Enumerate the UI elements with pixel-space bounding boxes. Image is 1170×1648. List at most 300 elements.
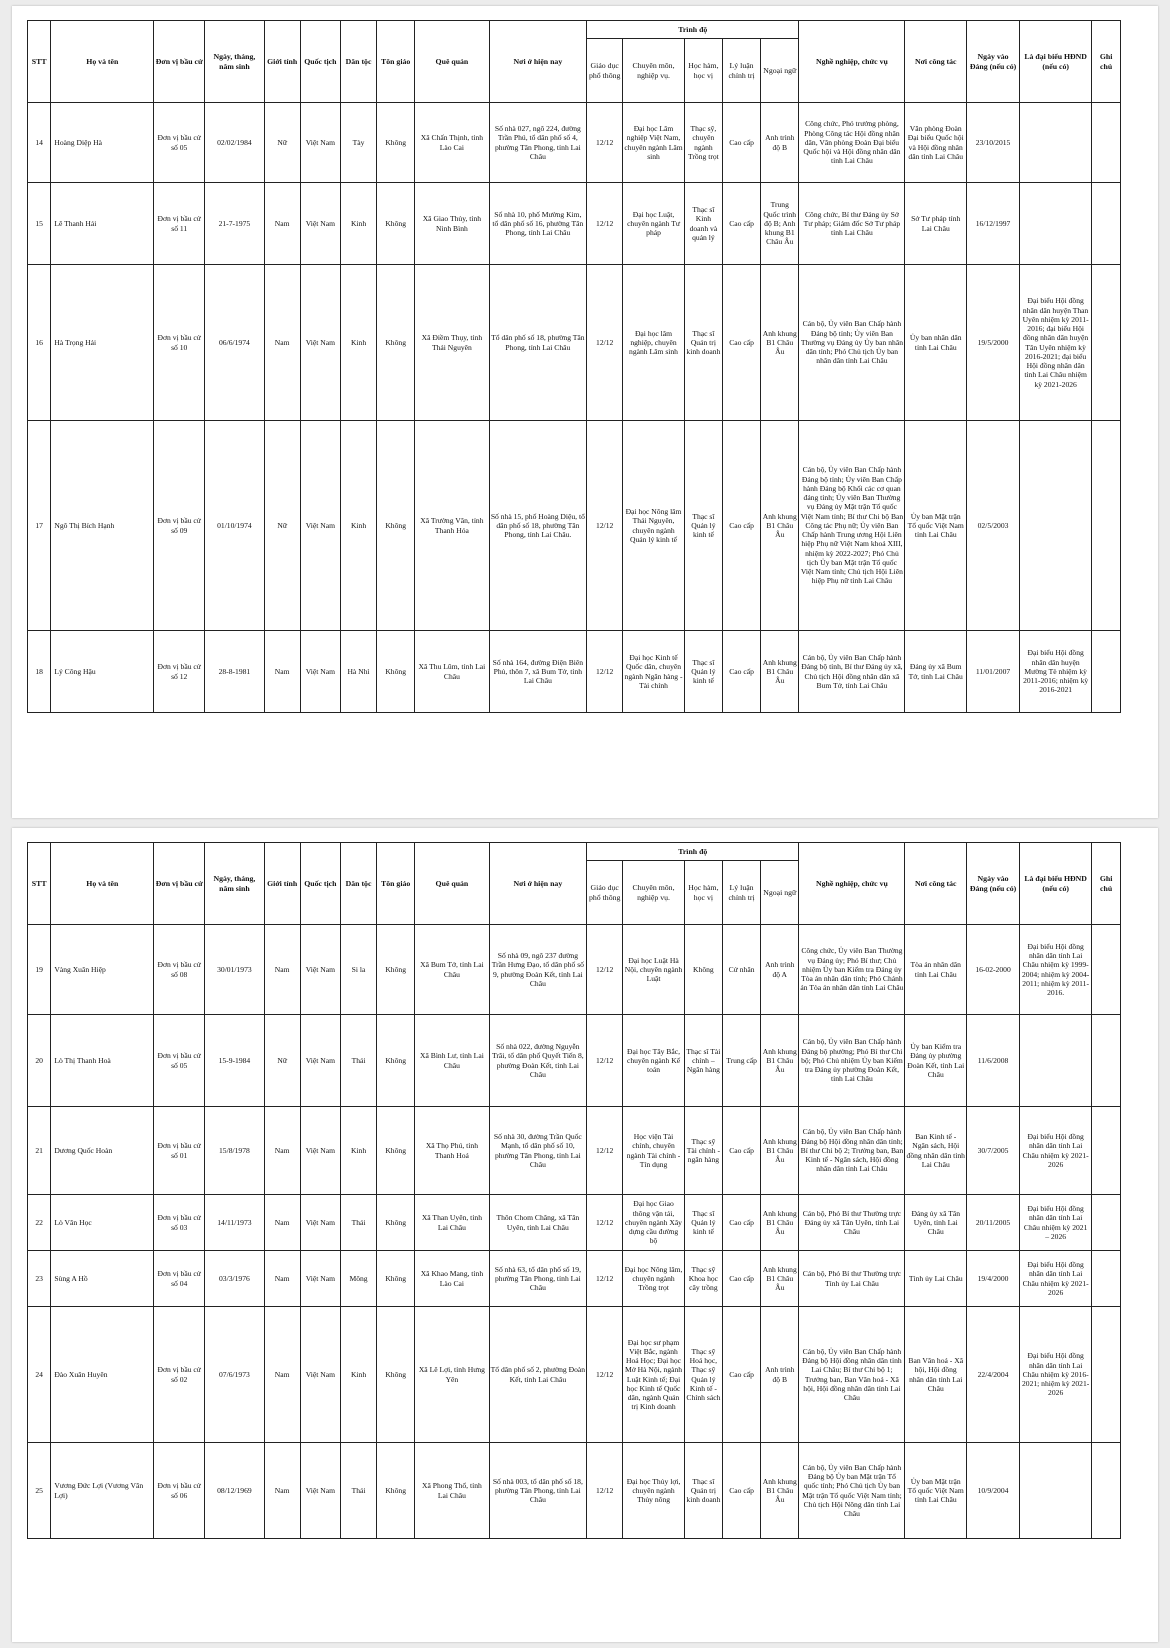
cell-note <box>1092 925 1121 1015</box>
cell-gender: Nam <box>264 1251 300 1307</box>
cell-unit: Đơn vị bầu cử số 05 <box>154 103 205 183</box>
cell-residence: Tổ dân phố số 2, phường Đoàn Kết, tỉnh Lai Châu <box>489 1307 587 1443</box>
cell-note <box>1092 103 1121 183</box>
column-header-unit: Đơn vị bầu cử <box>154 843 205 925</box>
cell-party-date: 22/4/2004 <box>967 1307 1020 1443</box>
cell-name: Sùng A Hồ <box>51 1251 154 1307</box>
cell-specialty: Đại học Nông lâm, chuyên ngành Trồng trọt <box>623 1251 685 1307</box>
cell-unit: Đơn vị bầu cử số 02 <box>154 1307 205 1443</box>
cell-ethnicity: Kinh <box>341 421 377 631</box>
cell-workplace: Ủy ban nhân dân tỉnh Lai Châu <box>905 265 967 421</box>
cell-degree: Không <box>684 925 722 1015</box>
cell-unit: Đơn vị bầu cử số 01 <box>154 1107 205 1195</box>
column-header-residence: Nơi ở hiện nay <box>489 843 587 925</box>
cell-residence: Số nhà 164, đường Điện Biên Phủ, thôn 7, xã Bum Tở, tỉnh Lai Châu <box>489 631 587 713</box>
column-header-party_date: Ngày vào Đảng (nếu có) <box>967 21 1020 103</box>
cell-residence: Số nhà 09, ngõ 237 đường Trần Hưng Đạo, tổ dân phố số 9, phường Đoàn Kết, tỉnh Lai Châu <box>489 925 587 1015</box>
cell-ethnicity: Mông <box>341 1251 377 1307</box>
cell-residence: Thôn Chom Chăng, xã Tân Uyên, tỉnh Lai Châu <box>489 1195 587 1251</box>
candidate-table-2 <box>27 842 1121 1539</box>
table-row <box>28 103 1121 183</box>
cell-name: Ngô Thị Bích Hạnh <box>51 421 154 631</box>
column-header-residence: Nơi ở hiện nay <box>489 21 587 103</box>
cell-workplace: Đảng ủy xã Bum Tở, tỉnh Lai Châu <box>905 631 967 713</box>
cell-general-edu: 12/12 <box>587 1015 623 1107</box>
cell-occupation: Cán bộ, Ủy viên Ban Chấp hành Đảng bộ phường; Phó Bí thư Chi bộ; Phó Chủ nhiệm Ủy ban Kiểm tra Đảng ủy phường Đoàn Kết, tỉnh Lai Châu <box>799 1015 905 1107</box>
cell-religion: Không <box>377 183 415 265</box>
cell-dob: 14/11/1973 <box>205 1195 264 1251</box>
cell-stt: 23 <box>28 1251 51 1307</box>
column-header-party_date: Ngày vào Đảng (nếu có) <box>967 843 1020 925</box>
cell-specialty: Học viện Tài chính, chuyên ngành Tài chính - Tín dụng <box>623 1107 685 1195</box>
cell-politics: Cao cấp <box>722 1195 760 1251</box>
cell-workplace: Ban Kinh tế - Ngân sách, Hội đồng nhân dân tỉnh Lai Châu <box>905 1107 967 1195</box>
cell-hdnd: Đại biểu Hội đồng nhân dân tỉnh Lai Châu nhiệm kỳ 1999-2004; nhiệm kỳ 2004-2011; nhiệm kỳ 2011-2016. <box>1020 925 1092 1015</box>
column-header-religion: Tôn giáo <box>377 21 415 103</box>
candidate-table-1 <box>27 20 1121 713</box>
cell-ethnicity: Si la <box>341 925 377 1015</box>
cell-workplace: Ủy ban Mặt trận Tổ quốc Việt Nam tỉnh Lai Châu <box>905 1443 967 1539</box>
column-header-specialty: Chuyên môn, nghiệp vụ. <box>623 861 685 925</box>
cell-unit: Đơn vị bầu cử số 05 <box>154 1015 205 1107</box>
cell-religion: Không <box>377 1195 415 1251</box>
cell-hdnd <box>1020 103 1092 183</box>
cell-language: Anh trình độ B <box>761 1307 799 1443</box>
cell-dob: 15/8/1978 <box>205 1107 264 1195</box>
cell-residence: Số nhà 15, phố Hoàng Diệu, tổ dân phố số 18, phường Tân Phong, tỉnh Lai Châu. <box>489 421 587 631</box>
cell-specialty: Đại học sư phạm Việt Bắc, ngành Hoá Học; Đại học Mở Hà Nội, ngành Luật Kinh tế; Đại học Kinh tế Quốc dân, ngành Quản trị Kinh doanh <box>623 1307 685 1443</box>
cell-hometown: Xã Thu Lũm, tỉnh Lai Châu <box>415 631 489 713</box>
table-header <box>28 21 1121 103</box>
cell-workplace: Ủy ban Kiểm tra Đảng ủy phường Đoàn Kết, tỉnh Lai Châu <box>905 1015 967 1107</box>
cell-ethnicity: Thái <box>341 1195 377 1251</box>
column-group-education: Trình độ <box>587 843 799 861</box>
cell-occupation: Công chức, Bí thư Đảng ủy Sở Tư pháp; Giám đốc Sở Tư pháp tỉnh Lai Châu <box>799 183 905 265</box>
cell-note <box>1092 1107 1121 1195</box>
cell-gender: Nữ <box>264 1015 300 1107</box>
column-header-occupation: Nghề nghiệp, chức vụ <box>799 21 905 103</box>
cell-hdnd: Đại biểu Hội đồng nhân dân tỉnh Lai Châu nhiệm kỳ 2021-2026 <box>1020 1107 1092 1195</box>
cell-note <box>1092 421 1121 631</box>
cell-gender: Nữ <box>264 421 300 631</box>
column-header-unit: Đơn vị bầu cử <box>154 21 205 103</box>
cell-stt: 16 <box>28 265 51 421</box>
cell-ethnicity: Kinh <box>341 265 377 421</box>
cell-general-edu: 12/12 <box>587 1107 623 1195</box>
cell-party-date: 30/7/2005 <box>967 1107 1020 1195</box>
cell-hometown: Xã Than Uyên, tỉnh Lai Châu <box>415 1195 489 1251</box>
cell-occupation: Cán bộ, Ủy viên Ban Chấp hành Đảng bộ tỉnh; Ủy viên Ban Thường vụ Đảng ủy Ủy ban nhân dân tỉnh; Phó Chủ tịch Ủy ban nhân dân tỉnh Lai Châu <box>799 265 905 421</box>
cell-politics: Cao cấp <box>722 103 760 183</box>
cell-nationality: Việt Nam <box>300 631 340 713</box>
cell-dob: 06/6/1974 <box>205 265 264 421</box>
table-row <box>28 1015 1121 1107</box>
cell-ethnicity: Thái <box>341 1015 377 1107</box>
cell-general-edu: 12/12 <box>587 265 623 421</box>
cell-politics: Trung cấp <box>722 1015 760 1107</box>
column-header-ethnicity: Dân tộc <box>341 21 377 103</box>
cell-name: Lê Thanh Hải <box>51 183 154 265</box>
cell-dob: 01/10/1974 <box>205 421 264 631</box>
cell-occupation: Công chức, Phó trưởng phòng, Phòng Công tác Hội đồng nhân dân, Văn phòng Đoàn Đại biểu Quốc hội và Hội đồng nhân dân tỉnh Lai Châu <box>799 103 905 183</box>
column-header-note: Ghi chú <box>1092 843 1121 925</box>
cell-residence: Số nhà 10, phố Mường Kim, tổ dân phố số 16, phường Tân Phong, tỉnh Lai Châu <box>489 183 587 265</box>
cell-unit: Đơn vị bầu cử số 09 <box>154 421 205 631</box>
cell-specialty: Đại học Lâm nghiệp Việt Nam, chuyên ngành Lâm sinh <box>623 103 685 183</box>
cell-nationality: Việt Nam <box>300 1443 340 1539</box>
cell-unit: Đơn vị bầu cử số 03 <box>154 1195 205 1251</box>
cell-dob: 21-7-1975 <box>205 183 264 265</box>
cell-politics: Cao cấp <box>722 1251 760 1307</box>
cell-specialty: Đại học Nông lâm Thái Nguyên, chuyên ngành Quản lý kinh tế <box>623 421 685 631</box>
cell-politics: Cử nhân <box>722 925 760 1015</box>
column-header-gender: Giới tính <box>264 21 300 103</box>
cell-gender: Nam <box>264 1107 300 1195</box>
cell-language: Anh khung B1 Châu Âu <box>761 265 799 421</box>
cell-note <box>1092 1195 1121 1251</box>
cell-workplace: Ban Văn hoá - Xã hội, Hội đồng nhân dân tỉnh Lai Châu <box>905 1307 967 1443</box>
cell-hdnd <box>1020 1015 1092 1107</box>
cell-name: Đào Xuân Huyên <box>51 1307 154 1443</box>
column-header-gender: Giới tính <box>264 843 300 925</box>
cell-nationality: Việt Nam <box>300 421 340 631</box>
cell-residence: Số nhà 022, đường Nguyễn Trãi, tổ dân phố Quyết Tiến 8, phường Đoàn Kết, tỉnh Lai Châu <box>489 1015 587 1107</box>
cell-hometown: Xã Khao Mang, tỉnh Lào Cai <box>415 1251 489 1307</box>
cell-hometown: Xã Phong Thổ, tỉnh Lai Châu <box>415 1443 489 1539</box>
cell-unit: Đơn vị bầu cử số 08 <box>154 925 205 1015</box>
cell-stt: 17 <box>28 421 51 631</box>
cell-hometown: Xã Bum Tở, tỉnh Lai Châu <box>415 925 489 1015</box>
cell-politics: Cao cấp <box>722 265 760 421</box>
column-header-name: Họ và tên <box>51 843 154 925</box>
cell-religion: Không <box>377 265 415 421</box>
column-header-name: Họ và tên <box>51 21 154 103</box>
column-header-occupation: Nghề nghiệp, chức vụ <box>799 843 905 925</box>
cell-ethnicity: Thái <box>341 1443 377 1539</box>
cell-ethnicity: Kinh <box>341 1107 377 1195</box>
cell-nationality: Việt Nam <box>300 925 340 1015</box>
cell-residence: Số nhà 30, đường Trần Quốc Mạnh, tổ dân phố số 10, phường Tân Phong, tỉnh Lai Châu <box>489 1107 587 1195</box>
table-body <box>28 103 1121 713</box>
column-header-hdnd: Là đại biểu HĐND (nếu có) <box>1020 21 1092 103</box>
cell-specialty: Đại học Luật, chuyên ngành Tư pháp <box>623 183 685 265</box>
cell-party-date: 19/4/2000 <box>967 1251 1020 1307</box>
cell-party-date: 11/6/2008 <box>967 1015 1020 1107</box>
cell-gender: Nam <box>264 1443 300 1539</box>
cell-residence: Số nhà 027, ngõ 224, đường Trần Phú, tổ dân phố số 4, phường Tân Phong, tỉnh Lai Châu <box>489 103 587 183</box>
cell-ethnicity: Kinh <box>341 183 377 265</box>
table-body <box>28 925 1121 1539</box>
cell-dob: 02/02/1984 <box>205 103 264 183</box>
column-header-stt: STT <box>28 21 51 103</box>
cell-politics: Cao cấp <box>722 1443 760 1539</box>
cell-religion: Không <box>377 1015 415 1107</box>
cell-occupation: Cán bộ, Ủy viên Ban Chấp hành Đảng bộ tỉnh; Ủy viên Ban Chấp hành Đảng bộ Khối các cơ quan đảng tỉnh; Ủy viên Ban Thường vụ Đảng ủy Mặt trận Tổ quốc Việt Nam tỉnh; Bí thư Chi bộ Ban Công tác Phụ nữ; Ủy viên Ban Chấp hành Trung ương Hội Liên hiệp Phụ nữ Việt Nam khoá XIII, nhiệm kỳ 2022-2027; Phó Chủ tịch Ủy ban Mặt trận Tổ quốc Việt Nam tỉnh; Chủ tịch Hội Liên hiệp Phụ nữ tỉnh Lai Châu <box>799 421 905 631</box>
cell-general-edu: 12/12 <box>587 925 623 1015</box>
column-header-religion: Tôn giáo <box>377 843 415 925</box>
cell-note <box>1092 1307 1121 1443</box>
cell-language: Anh khung B1 Châu Âu <box>761 1251 799 1307</box>
cell-ethnicity: Kinh <box>341 1307 377 1443</box>
column-header-hdnd: Là đại biểu HĐND (nếu có) <box>1020 843 1092 925</box>
cell-dob: 28-8-1981 <box>205 631 264 713</box>
cell-party-date: 16/12/1997 <box>967 183 1020 265</box>
cell-workplace: Tỉnh ủy Lai Châu <box>905 1251 967 1307</box>
column-header-general_edu: Giáo dục phổ thông <box>587 39 623 103</box>
column-header-stt: STT <box>28 843 51 925</box>
cell-religion: Không <box>377 421 415 631</box>
cell-degree: Thạc sĩ Quản lý kinh tế <box>684 631 722 713</box>
cell-note <box>1092 631 1121 713</box>
cell-workplace: Sở Tư pháp tỉnh Lai Châu <box>905 183 967 265</box>
cell-hdnd: Đại biểu Hội đồng nhân dân tỉnh Lai Châu nhiệm kỳ 2016-2021; nhiệm kỳ 2021-2026 <box>1020 1307 1092 1443</box>
cell-dob: 15-9-1984 <box>205 1015 264 1107</box>
cell-hdnd <box>1020 183 1092 265</box>
cell-language: Anh trình độ A <box>761 925 799 1015</box>
cell-name: Hà Trọng Hải <box>51 265 154 421</box>
cell-name: Lý Công Hậu <box>51 631 154 713</box>
cell-stt: 22 <box>28 1195 51 1251</box>
cell-occupation: Cán bộ, Phó Bí thư Thường trực Đảng ủy xã Tân Uyên, tỉnh Lai Châu <box>799 1195 905 1251</box>
cell-gender: Nam <box>264 631 300 713</box>
cell-gender: Nam <box>264 265 300 421</box>
cell-politics: Cao cấp <box>722 1307 760 1443</box>
cell-hdnd <box>1020 421 1092 631</box>
cell-name: Lò Văn Học <box>51 1195 154 1251</box>
column-header-general_edu: Giáo dục phổ thông <box>587 861 623 925</box>
column-header-dob: Ngày, tháng, năm sinh <box>205 21 264 103</box>
cell-stt: 18 <box>28 631 51 713</box>
cell-general-edu: 12/12 <box>587 1251 623 1307</box>
cell-politics: Cao cấp <box>722 183 760 265</box>
cell-language: Anh khung B1 Châu Âu <box>761 1443 799 1539</box>
cell-stt: 21 <box>28 1107 51 1195</box>
column-header-degree: Học hàm, học vị <box>684 861 722 925</box>
cell-note <box>1092 265 1121 421</box>
cell-note <box>1092 1015 1121 1107</box>
cell-general-edu: 12/12 <box>587 103 623 183</box>
cell-degree: Thạc sĩ Tài chính – Ngân hàng <box>684 1015 722 1107</box>
table-row <box>28 925 1121 1015</box>
table-row <box>28 421 1121 631</box>
cell-occupation: Cán bộ, Ủy viên Ban Chấp hành Đảng bộ Hội đồng nhân dân tỉnh; Bí thư Chi bộ 2; Trưởng ban, Ban Kinh tế - Ngân sách, Hội đồng nhân dân tỉnh Lai Châu <box>799 1107 905 1195</box>
cell-religion: Không <box>377 1307 415 1443</box>
cell-language: Anh khung B1 Châu Âu <box>761 1195 799 1251</box>
cell-unit: Đơn vị bầu cử số 10 <box>154 265 205 421</box>
cell-hdnd: Đại biểu Hội đồng nhân dân tỉnh Lai Châu nhiệm kỳ 2021 – 2026 <box>1020 1195 1092 1251</box>
cell-specialty: Đại học lâm nghiệp, chuyên ngành Lâm sinh <box>623 265 685 421</box>
cell-nationality: Việt Nam <box>300 1195 340 1251</box>
cell-occupation: Cán bộ, Ủy viên Ban Chấp hành Đảng bộ tỉnh, Bí thư Đảng ủy xã, Chủ tịch Hội đồng nhân dân xã Bum Tở, tỉnh Lai Châu <box>799 631 905 713</box>
cell-general-edu: 12/12 <box>587 1307 623 1443</box>
cell-party-date: 23/10/2015 <box>967 103 1020 183</box>
cell-religion: Không <box>377 1107 415 1195</box>
document-page-2 <box>12 828 1158 1642</box>
cell-gender: Nam <box>264 1195 300 1251</box>
table-header <box>28 843 1121 925</box>
cell-ethnicity: Hà Nhì <box>341 631 377 713</box>
cell-degree: Thạc sĩ Quản trị kinh doanh <box>684 265 722 421</box>
cell-party-date: 20/11/2005 <box>967 1195 1020 1251</box>
cell-general-edu: 12/12 <box>587 631 623 713</box>
cell-nationality: Việt Nam <box>300 1015 340 1107</box>
cell-name: Vàng Xuân Hiệp <box>51 925 154 1015</box>
table-row <box>28 183 1121 265</box>
column-header-politics: Lý luận chính trị <box>722 861 760 925</box>
cell-religion: Không <box>377 1443 415 1539</box>
cell-residence: Số nhà 003, tổ dân phố số 18, phường Tân Phong, tỉnh Lai Châu <box>489 1443 587 1539</box>
cell-name: Lò Thị Thanh Hoà <box>51 1015 154 1107</box>
cell-workplace: Văn phòng Đoàn Đại biểu Quốc hội và Hội đồng nhân dân tỉnh Lai Châu <box>905 103 967 183</box>
cell-stt: 25 <box>28 1443 51 1539</box>
cell-nationality: Việt Nam <box>300 1107 340 1195</box>
cell-language: Anh trình độ B <box>761 103 799 183</box>
cell-name: Dương Quốc Hoàn <box>51 1107 154 1195</box>
cell-language: Anh khung B1 Châu Âu <box>761 631 799 713</box>
cell-party-date: 16-02-2000 <box>967 925 1020 1015</box>
cell-dob: 08/12/1969 <box>205 1443 264 1539</box>
cell-stt: 15 <box>28 183 51 265</box>
cell-hdnd <box>1020 1443 1092 1539</box>
cell-occupation: Công chức, Ủy viên Ban Thường vụ Đảng ủy; Phó Bí thư; Chủ nhiệm Ủy ban Kiểm tra Đảng ủy Tòa án nhân dân tỉnh; Phó Chánh án Tòa án nhân dân tỉnh Lai Châu <box>799 925 905 1015</box>
column-header-degree: Học hàm, học vị <box>684 39 722 103</box>
cell-residence: Số nhà 63, tổ dân phố số 19, phường Tân Phong, tỉnh Lai Châu <box>489 1251 587 1307</box>
cell-hometown: Xã Giao Thủy, tỉnh Ninh Bình <box>415 183 489 265</box>
cell-stt: 19 <box>28 925 51 1015</box>
cell-degree: Thạc sỹ Hoá học, Thạc sỹ Quản lý Kinh tế - Chính sách <box>684 1307 722 1443</box>
cell-specialty: Đại học Kinh tế Quốc dân, chuyên ngành Ngân hàng - Tài chính <box>623 631 685 713</box>
cell-gender: Nam <box>264 925 300 1015</box>
table-row <box>28 631 1121 713</box>
cell-stt: 14 <box>28 103 51 183</box>
cell-politics: Cao cấp <box>722 421 760 631</box>
cell-hdnd: Đại biểu Hội đồng nhân dân huyện Mường Tè nhiệm kỳ 2011-2016; nhiệm kỳ 2016-2021 <box>1020 631 1092 713</box>
cell-specialty: Đại học Luật Hà Nội, chuyên ngành Luật <box>623 925 685 1015</box>
cell-general-edu: 12/12 <box>587 183 623 265</box>
cell-occupation: Cán bộ, Phó Bí thư Thường trực Tỉnh ủy Lai Châu <box>799 1251 905 1307</box>
cell-hometown: Xã Thọ Phú, tỉnh Thanh Hoá <box>415 1107 489 1195</box>
cell-degree: Thạc sĩ Quản lý kinh tế <box>684 1195 722 1251</box>
cell-language: Anh khung B1 Châu Âu <box>761 1107 799 1195</box>
cell-degree: Thạc sĩ Quản trị kinh doanh <box>684 1443 722 1539</box>
cell-nationality: Việt Nam <box>300 103 340 183</box>
column-header-workplace: Nơi công tác <box>905 843 967 925</box>
cell-hometown: Xã Trường Văn, tỉnh Thanh Hóa <box>415 421 489 631</box>
cell-note <box>1092 1251 1121 1307</box>
cell-name: Vương Đức Lợi (Vương Văn Lợi) <box>51 1443 154 1539</box>
cell-party-date: 10/9/2004 <box>967 1443 1020 1539</box>
cell-degree: Thạc sĩ Quản lý kinh tế <box>684 421 722 631</box>
cell-general-edu: 12/12 <box>587 421 623 631</box>
cell-workplace: Đảng ủy xã Tân Uyên, tỉnh Lai Châu <box>905 1195 967 1251</box>
cell-hometown: Xã Bình Lư, tỉnh Lai Châu <box>415 1015 489 1107</box>
cell-note <box>1092 1443 1121 1539</box>
document-page-1 <box>12 6 1158 818</box>
cell-politics: Cao cấp <box>722 631 760 713</box>
cell-note <box>1092 183 1121 265</box>
cell-hometown: Xã Điềm Thụy, tỉnh Thái Nguyên <box>415 265 489 421</box>
cell-unit: Đơn vị bầu cử số 04 <box>154 1251 205 1307</box>
column-header-nationality: Quốc tịch <box>300 843 340 925</box>
cell-degree: Thạc sỹ Khoa học cây trồng <box>684 1251 722 1307</box>
cell-degree: Thạc sỹ Tài chính - ngân hàng <box>684 1107 722 1195</box>
column-header-language: Ngoại ngữ <box>761 39 799 103</box>
cell-workplace: Ủy ban Mặt trận Tổ quốc Việt Nam tỉnh Lai Châu <box>905 421 967 631</box>
column-header-dob: Ngày, tháng, năm sinh <box>205 843 264 925</box>
cell-degree: Thạc sĩ Kinh doanh và quản lý <box>684 183 722 265</box>
cell-dob: 30/01/1973 <box>205 925 264 1015</box>
cell-degree: Thạc sỹ, chuyên ngành Trồng trọt <box>684 103 722 183</box>
cell-hometown: Xã Chấn Thịnh, tỉnh Lào Cai <box>415 103 489 183</box>
cell-religion: Không <box>377 1251 415 1307</box>
cell-nationality: Việt Nam <box>300 183 340 265</box>
column-header-hometown: Quê quán <box>415 21 489 103</box>
cell-religion: Không <box>377 103 415 183</box>
column-header-politics: Lý luận chính trị <box>722 39 760 103</box>
column-header-hometown: Quê quán <box>415 843 489 925</box>
table-row <box>28 1107 1121 1195</box>
column-header-note: Ghi chú <box>1092 21 1121 103</box>
cell-specialty: Đại học Thủy lợi, chuyên ngành Thủy nông <box>623 1443 685 1539</box>
cell-unit: Đơn vị bầu cử số 06 <box>154 1443 205 1539</box>
column-header-nationality: Quốc tịch <box>300 21 340 103</box>
cell-nationality: Việt Nam <box>300 1307 340 1443</box>
column-header-specialty: Chuyên môn, nghiệp vụ. <box>623 39 685 103</box>
cell-party-date: 02/5/2003 <box>967 421 1020 631</box>
cell-unit: Đơn vị bầu cử số 12 <box>154 631 205 713</box>
cell-stt: 20 <box>28 1015 51 1107</box>
cell-religion: Không <box>377 925 415 1015</box>
cell-specialty: Đại học Tây Bắc, chuyên ngành Kế toán <box>623 1015 685 1107</box>
cell-stt: 24 <box>28 1307 51 1443</box>
cell-specialty: Đại học Giao thông vận tải, chuyên ngành Xây dựng cầu đường bộ <box>623 1195 685 1251</box>
cell-nationality: Việt Nam <box>300 265 340 421</box>
cell-language: Anh khung B1 Châu Âu <box>761 421 799 631</box>
column-header-language: Ngoại ngữ <box>761 861 799 925</box>
table-row <box>28 265 1121 421</box>
cell-gender: Nam <box>264 1307 300 1443</box>
cell-religion: Không <box>377 631 415 713</box>
cell-ethnicity: Tày <box>341 103 377 183</box>
cell-unit: Đơn vị bầu cử số 11 <box>154 183 205 265</box>
column-header-workplace: Nơi công tác <box>905 21 967 103</box>
cell-dob: 07/6/1973 <box>205 1307 264 1443</box>
column-group-education: Trình độ <box>587 21 799 39</box>
cell-gender: Nam <box>264 183 300 265</box>
cell-language: Anh khung B1 Châu Âu <box>761 1015 799 1107</box>
cell-general-edu: 12/12 <box>587 1195 623 1251</box>
table-row <box>28 1307 1121 1443</box>
cell-hdnd: Đại biểu Hội đồng nhân dân tỉnh Lai Châu nhiệm kỳ 2021-2026 <box>1020 1251 1092 1307</box>
column-header-ethnicity: Dân tộc <box>341 843 377 925</box>
cell-language: Trung Quốc trình độ B; Anh khung B1 Châu Âu <box>761 183 799 265</box>
cell-party-date: 11/01/2007 <box>967 631 1020 713</box>
cell-hdnd: Đại biểu Hội đồng nhân dân huyện Than Uyên nhiệm kỳ 2011-2016; đại biểu Hội đồng nhân dân huyện Tân Uyên nhiệm kỳ 2016-2021; đại biểu Hội đồng nhân dân tỉnh Lai Châu nhiệm kỳ 2021-2026 <box>1020 265 1092 421</box>
cell-occupation: Cán bộ, Ủy viên Ban Chấp hành Đảng bộ Ủy ban Mặt trận Tổ quốc tỉnh; Phó Chủ tịch Ủy ban Mặt trận Tổ quốc Việt Nam tỉnh; Chủ tịch Hội Nông dân tỉnh Lai Châu <box>799 1443 905 1539</box>
cell-politics: Cao cấp <box>722 1107 760 1195</box>
table-row <box>28 1195 1121 1251</box>
cell-gender: Nữ <box>264 103 300 183</box>
table-row <box>28 1443 1121 1539</box>
cell-nationality: Việt Nam <box>300 1251 340 1307</box>
cell-workplace: Tòa án nhân dân tỉnh Lai Châu <box>905 925 967 1015</box>
cell-residence: Tổ dân phố số 18, phường Tân Phong, tỉnh Lai Châu <box>489 265 587 421</box>
cell-name: Hoàng Diệp Hà <box>51 103 154 183</box>
cell-general-edu: 12/12 <box>587 1443 623 1539</box>
cell-party-date: 19/5/2000 <box>967 265 1020 421</box>
cell-hometown: Xã Lê Lợi, tỉnh Hưng Yên <box>415 1307 489 1443</box>
table-row <box>28 1251 1121 1307</box>
